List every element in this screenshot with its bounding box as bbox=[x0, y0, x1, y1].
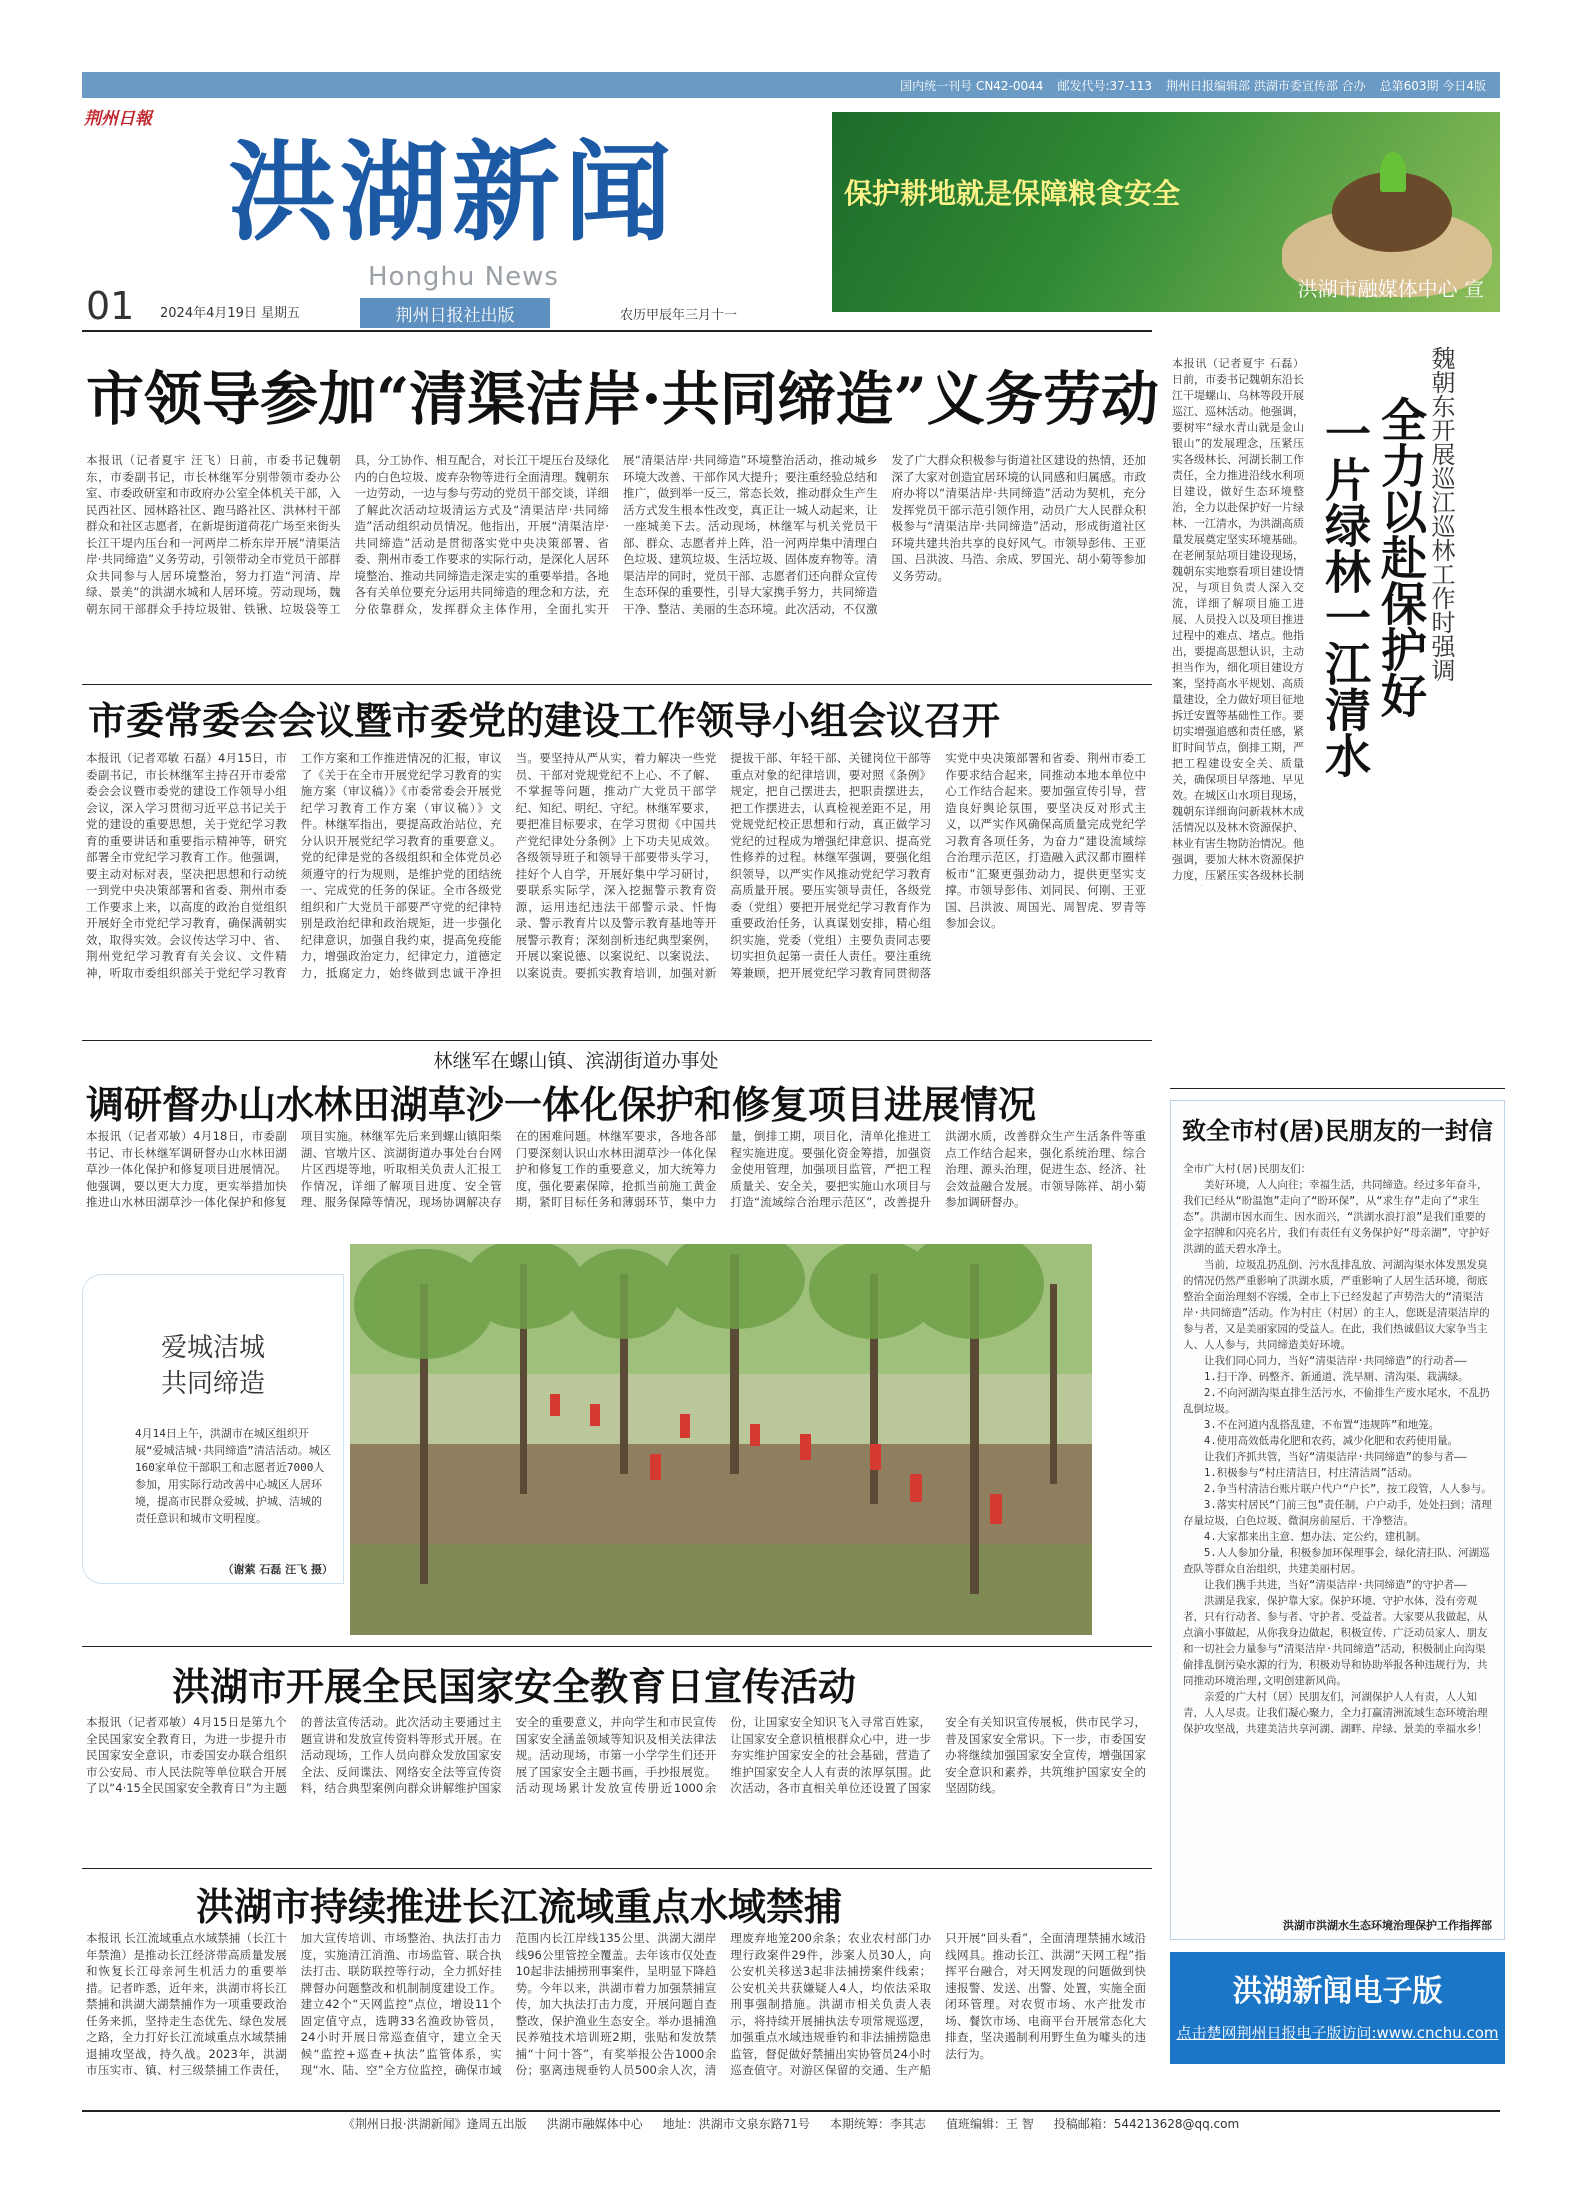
footer-email[interactable]: 投稿邮箱：544213628@qq.com bbox=[1053, 2116, 1240, 2131]
footer-editor: 本期统筹：李其志 bbox=[829, 2116, 926, 2131]
issue-date: 2024年4月19日 星期五 bbox=[160, 306, 301, 321]
lunar-date: 农历甲辰年三月十一 bbox=[620, 308, 738, 323]
photo-caption-card bbox=[82, 1274, 344, 1584]
sidebar-subtitle: 魏朝东开展巡江巡林工作时强调 bbox=[1427, 346, 1455, 682]
epaper-banner[interactable] bbox=[1170, 1952, 1505, 2064]
footer-address: 地址：洪湖市文泉东路71号 bbox=[662, 2116, 810, 2131]
open-letter-box bbox=[1170, 1100, 1505, 1940]
sidebar-text: 本报讯（记者夏宇 石磊）日前，市委书记魏朝东沿长江干堤螺山、乌林等段开展巡江、巡林活动。他强调，要树牢“绿水青山就是金山银山”的发展理念，压紧压实各级林长、河湖长制工作责任，全力推进沿线水利项目建设，做好生态环境整治，全力以赴保护好一片绿林、一江清水，为洪湖高质量发展奠定坚实环境基础。在老闸泵站项目建设现场，魏朝东实地察看项目建设情况，与项目负责人深入交流，详细了解项目施工进展、人员投入以及项目推进过程中的难点、堵点。他指出，要提高思想认识，主动担当作为，细化项目建设方案，坚持高水平规划、高质量建设，全力做好项目征地拆迁安置等基础性工作。要切实增强追感和责任感，紧盯时间节点，倒排工期，严把工程建设安全关、质量关，确保项目早落地、早见效。在城区山水项目现场，魏朝东详细询问新栽林木成活情况以及林木资源保护、林业有害生物防治情况。他强调，要加大林木资源保护力度，压紧压实各级林长制 bbox=[1172, 357, 1304, 882]
header-divider bbox=[82, 330, 1152, 332]
article1-body bbox=[86, 452, 1146, 678]
page-number: 01 bbox=[86, 284, 135, 328]
jingzhou-daily-logo: 荆州日報 bbox=[84, 109, 152, 129]
divider bbox=[82, 684, 1152, 685]
publisher-badge: 荆州日报社出版 bbox=[360, 298, 550, 328]
volunteers-cleaning-photo bbox=[350, 1244, 1092, 1635]
article3-kicker: 林继军在螺山镇、滨湖街道办事处 bbox=[433, 1050, 719, 1072]
ad-slogan: 保护耕地就是保障粮食安全 bbox=[844, 177, 1181, 210]
article4-headline: 洪湖市开展全民国家安全教育日宣传活动 bbox=[172, 1664, 857, 1709]
ad-organization: 洪湖市融媒体中心 宣 bbox=[1297, 277, 1484, 301]
footer-duty-editor: 值班编辑：王 智 bbox=[945, 2116, 1034, 2131]
issn: 国内统一刊号 CN42-0044 bbox=[900, 78, 1044, 93]
article1-text: 本报讯（记者夏宇 汪飞）日前，市委书记魏朝东，市委副书记，市长林继军分别带领市委办公室、市委政研室和市政府办公室全体机关干部，入民西社区、园林路社区、跑马路社区、洪林村干部群众和社区志愿者，在新堤街道荷花广场至来街头长江干堤内压台和一河两岸二桥东岸开展“清渠洁岸·共同缔造”义务劳动，引领带动全市党员干部群众共同参与人居环境整治，努力打造“河清、岸绿、景美”的洪湖水城和人居环境。劳动现场，魏朝东同干部群众手持垃圾钳、铁锹、垃圾袋等工具，分工协作、相互配合，对长江干堤压台及绿化内的白色垃圾、废弃杂物等进行全面清理。魏朝东一边劳动，一边与参与劳动的党员干部交谈，详细了解此次活动垃圾清运方式及“清渠洁岸·共同缔造”活动组织动员情况。他指出，开展“清渠洁岸·共同缔造”活动是贯彻落实党中央决策部署、省委、荆州市委工作要求的实际行动，是深化人居环境整治、推动共同缔造走深走实的重要举措。各地各有关单位要充分运用共同缔造的理念和方法，充分依靠群众，发挥群众主体作用，全面扎实开展“清渠洁岸·共同缔造”环境整治活动，推动城乡环境大改善、干部作风大提升；要注重经验总结和推广，做到举一反三，常态长效，推动群众生产生活方式发生根本性改变，真正让一城人动起来，让一座城美下去。活动现场，林继军与机关党员干部、群众、志愿者并上阵，沿一河两岸集中清理白色垃圾、建筑垃圾、生活垃圾、固体废弃物等。清渠洁岸的同时，党员干部、志愿者们还向群众宣传生态环保的重要性，引导大家携手努力，共同缔造干净、整洁、美丽的生态环境。此次活动，不仅激发了广大群众积极参与街道社区建设的热情，还加深了大家对创造宜居环境的认同感和归属感。市政府办将以“清渠洁岸·共同缔造”活动为契机，充分发挥党员干部示范引领作用，动员广大人民群众积极参与“清渠洁岸·共同缔造”活动，形成街道社区环境共建共治共享的良好风气。市领导彭伟、王亚国、吕洪波、马浩、余成、罗国光、胡小菊等参加义务劳动。 bbox=[86, 453, 1146, 616]
divider bbox=[1170, 1088, 1505, 1089]
article5-body: 本报讯 长江流域重点水域禁捕（长江十年禁渔）是推动长江经济带高质量发展和恢复长江母亲河生机活力的重要举措。记者昨悉，近年来，洪湖市将长江禁捕和洪湖大湖禁捕作为一项重要政治任务来抓，坚持走生态优先、绿色发展之路，全力打好长江流域重点水域禁捕退捕攻坚战，持久战。2023年，洪湖市压实市、镇、村三级禁捕工作责任，加大宣传培训、市场整治、执法打击力度，实施清江消渔、市场监管、联合执法打击、联防联控等行动，全力抓好挂牌督办问题整改和机制制度建设工作。建立42个“天网监控”点位，增设11个固定值守点，选聘33名渔政协管员，24小时开展日常巡查值守，建立全天候“监控+巡查+执法”监管体系，实现“水、陆、空”全方位监控，确保市域范围内长江岸线135公里、洪湖大湖岸线96公里管控全覆盖。去年该市仅处查10起非法捕捞刑事案件，呈明显下降趋势。今年以来，洪湖市着力加强禁捕宣传，加大执法打击力度，开展问题自查整改，保护渔业生态安全。举办退捕渔民养殖技术培训班2期，张贴和发放禁捕“十问十答”，有奖举报公告1000余份；驱离违规垂钓人员500余人次，清理废弃地笼200余条；农业农村部门办理行政案件29件，涉案人员30人，向公安机关移送3起非法捕捞案件线索；公安机关共获嫌疑人4人，均依法采取刑事强制措施。洪湖市相关负责人表示，将持续开展捕执法专项常规巡逻，加强重点水域违规垂钓和非法捕捞隐患监管，督促做好禁捕出实协管员24小时巡查值守。对游区保留的交通、生产船只开展“回头看”，全面清理禁捕水域沿线网具。推动长江、洪湖“天网工程”指挥平台融合，对天网发现的问题做到快速报警、发送、出警、处置，实施全面闭环管理。对农贸市场、水产批发市场、餐饮市场、电商平台开展常态化大排查，坚决遏制利用野生鱼为噱头的违法行为。 bbox=[86, 1931, 1146, 2077]
newspaper-title: 洪湖新闻 bbox=[228, 130, 677, 256]
article2-body: 本报讯（记者邓敏 石磊）4月15日，市委副书记，市长林继军主持召开市委常委会会议暨市委党的建设工作领导小组会议，深入学习贯彻习近平总书记关于党的建设的重要思想，关于党纪学习教育的重要讲话和重要指示精神等，研究部署全市党纪学习教育工作。他强调，要主动对标对表，坚决把思想和行动统一到党中央决策部署和省委、荆州市委工作要求上来，以高度的政治自觉组织开展好全市党纪学习教育，确保满朝实效，取得实效。会议传达学习中、省、荆州党纪学习教育有关会议、文件精神，听取市委组织部关于党纪学习教育工作方案和工作推进情况的汇报，审议了《关于在全市开展党纪学习教育的实施方案（审议稿）》《市委常委会开展党纪学习教育工作方案（审议稿）》文件。林继军指出，要提高政治站位，充分认识开展党纪学习教育的重要意义。党的纪律是党的各级组织和全体党员必须遵守的行为规则，是维护党的团结统一、完成党的任务的保证。全市各级党组织和广大党员干部要严守党的纪律特别是政治纪律和政治规矩，进一步强化纪律意识，加强自我约束，提高免疫能力，增强政治定力，纪律定力，道德定力，抵腐定力，始终做到忠诚干净担当。要坚持从严从实，着力解决一些党员、干部对党规党纪不上心、不了解、不掌握等问题，推动广大党员干部学纪、知纪、明纪、守纪。林继军要求，要把准目标要求，在学习贯彻《中国共产党纪律处分条例》上下功夫见成效。各级领导班子和领导干部要带头学习，挂好个人自学，开展好集中学习研讨，要联系实际学，深入挖掘警示教育资源，运用违纪违法干部警示录、忏悔录、警示教育片以及警示教育基地等开展警示教育；深刻剖析违纪典型案例，开展以案说德、以案说纪、以案说法、以案说责。要抓实教育培训，加强对新提拔干部、年轻干部、关键岗位干部等重点对象的纪律培训，要对照《条例》规定，把自己摆进去，把职责摆进去，把工作摆进去，认真检视差距不足，用党规党纪校正思想和行动，真正做学习党纪的过程成为增强纪律意识、提高党性修养的过程。林继军强调，要强化组织领导，以严实作风推动党纪学习教育高质量开展。要压实领导责任，各级党委（党组）要把开展党纪学习教育作为重要政治任务，认真谋划安排，精心组织实施，党委（党组）主要负责同志要切实担负起第一责任人责任。要注重统筹兼顾，把开展党纪学习教育同贯彻落实党中央决策部署和省委、荆州市委工作要求结合起来，同推动本地本单位中心工作结合起来。要加强宣传引导，营造良好舆论氛围，要坚决反对形式主义，以严实作风确保高质量完成党纪学习教育各项任务，为奋力“建设流域综合治理示范区，打造融入武汉都市圈样板市”汇聚更强劲动力，提供更坚实支撑。市领导彭伟、刘同民、何刚、王亚国、吕洪波、周国光、周智虎、罗青等参加会议。 bbox=[86, 751, 1146, 980]
letter-title: 致全市村(居)民朋友的一封信 bbox=[1182, 1116, 1493, 1145]
divider bbox=[82, 1646, 1152, 1647]
photo-credit: （谢萦 石磊 汪飞 摄） bbox=[222, 1563, 333, 1576]
divider bbox=[82, 1040, 1152, 1041]
sidebar-headline-1: 全力以赴保护好 bbox=[1374, 396, 1428, 718]
article3-headline: 调研督办山水林田湖草沙一体化保护和修复项目进展情况 bbox=[86, 1082, 1037, 1127]
farmland-ad-banner bbox=[832, 112, 1500, 312]
article1-headline: 市领导参加“清渠洁岸·共同缔造”义务劳动 bbox=[86, 365, 1159, 433]
park-scene-illustration bbox=[350, 1244, 1092, 1635]
letter-body: 全市广大村(居)民朋友们： 美好环境，人人向往；幸福生活，共同缔造。经过多年奋斗，我们已经从“盼温饱”走向了“盼环保”，从“求生存”走向了“求生态”。洪湖市因水而生、因水而兴，“洪湖水浪打浪”是我们重要的金字招牌和闪亮名片，我们有责任有义务保护好“母亲湖”，守护好洪湖的蓝天碧水净土。 当前，垃圾乱扔乱倒、污水乱排乱放、河湖沟渠水体发黑发臭的情况仍然严重影响了洪湖水质，严重影响了人居生活环境，彻底整治全面治理刻不容缓，全市上下已经发起了声势浩大的“清渠洁岸·共同缔造”活动。作为村庄（村居）的主人，您既是清渠洁岸的参与者，又是美丽家园的受益人。在此，我们热诚倡议大家争当主人、人人参与，共同缔造美好环境。 让我们同心同力，当好“清渠洁岸·共同缔造”的行动者—— 1.扫干净、码整齐、新通道、洗旱厕、清沟渠、栽满绿。 2.不向河湖沟渠直排生活污水，不偷排生产废水尾水，不乱扔乱倒垃圾。 3.不在河道内乱搭乱建，不布置“违规阵”和地笼。 4.使用高效低毒化肥和农药，减少化肥和农药使用量。 让我们齐抓共管，当好“清渠洁岸·共同缔造”的参与者—— 1.积极参与“村庄清洁日，村庄清洁周”活动。 2.争当村清洁台账片联户代户“户长”，按工段管，人人参与。 3.落实村居民“门前三包”责任制，户户动手，处处扫到；清理存量垃圾，白色垃圾、微洞房前屋后、干净整洁。 4.大家都来出主意、想办法、定公约，建机制。 5.人人参加分量，积极参加环保理事会，绿化清扫队、河湖巡查队等群众自治组织，共建美丽村居。 让我们携手共进，当好“清渠洁岸·共同缔造”的守护者—— 洪湖是我家，保护靠大家。保护环境、守护水体，没有旁观者，只有行动者、参与者、守护者、受益者。大家要从我做起，从点滴小事做起，从你我身边做起，积极宣传、广泛动员家人、朋友和一切社会力量参与“清渠洁岸·共同缔造”活动，积极制止向沟渠偷排乱倒污染水源的行为，积极劝导和协助举报各种违规行为，共同推动环境治理,文明创建新风尚。 亲爱的广大村（居）民朋友们，河湖保护人人有责，人人知青，人人尽责。让我们凝心聚力，全力打赢清洲流域生态环境治理保护攻坚战，共建美洁共享河湖、湖畔、岸绿、景美的幸福水乡！ bbox=[1183, 1163, 1492, 1735]
newspaper-title-en: Honghu News bbox=[368, 262, 559, 292]
postal-code: 邮发代号:37-113 bbox=[1057, 78, 1152, 93]
epaper-link[interactable]: 点击楚网荆州日报电子版访问:www.cnchu.com bbox=[1176, 2024, 1499, 2042]
article3-body: 本报讯（记者邓敏）4月18日，市委副书记、市长林继军调研督办山水林田湖草沙一体化保护和修复项目进展情况。他强调，要以更大力度，更实举措加快推进山水林田湖草沙一体化保护和修复项目实施。林继军先后来到螺山镇阳柴湖、官墩片区、滨湖街道办事处台台网片区西堤等地，听取相关负责人汇报工作情况，详细了解项目进度、安全管理、服务保障等情况，现场协调解决存在的困难问题。林继军要求，各地各部门要深刻认识山水林田湖草沙一体化保护和修复工作的重要意义，加大统筹力度，强化要素保障，抢抓当前施工黄金期，紧盯目标任务和薄弱环节，集中力量，倒排工期，项目化，清单化推进工程实施进度。要强化资金筹措，加强资金使用管理，加强项目监管，严把工程质量关、安全关，要把实施山水项目与打造“流域综合治理示范区”，改善提升洪湖水质，改善群众生产生活条件等重点工作结合起来，强化系统治理、综合治理、源头治理，促进生态、经济、社会效益融合发展。市领导陈祥、胡小菊参加调研督办。 bbox=[86, 1129, 1146, 1209]
masthead-info-bar bbox=[82, 72, 1500, 98]
letter-signature: 洪湖市洪湖水生态环境治理保护工作指挥部 bbox=[1283, 1919, 1492, 1932]
epaper-title: 洪湖新闻电子版 bbox=[1232, 1974, 1443, 2009]
footer-center: 洪湖市融媒体中心 bbox=[546, 2116, 643, 2131]
footer-name: 《荆州日报·洪湖新闻》逢周五出版 bbox=[342, 2116, 527, 2131]
sidebar-headline-2: 一片绿林一江清水 bbox=[1318, 410, 1372, 778]
caption-heading-1: 爱城洁城 bbox=[160, 1333, 265, 1363]
sidebar-body-top bbox=[1172, 356, 1304, 886]
publishers: 荆州日报编辑部 洪湖市委宣传部 合办 bbox=[1166, 78, 1366, 93]
article4-body: 本报讯（记者邓敏）4月15日是第九个全民国家安全教育日，为进一步提升市民国家安全意识，市委国安办联合组织市公安局、市人民法院等单位联合开展了以“4·15全民国家安全教育日”为主题的普法宣传活动。此次活动主要通过主题宣讲和发放宣传资料等形式开展。在活动现场，工作人员向群众发放国家安全法、反间谍法、网络安全法等宣传资料，结合典型案例向群众讲解维护国家安全的重要意义，并向学生和市民宣传国家安全涵盖领域等知识及相关法律法规。活动现场，市第一小学学生们还开展了国家安全主题书画，手抄报展览。活动现场累计发放宣传册近1000余份，让国家安全知识飞入寻常百姓家，让国家安全意识植根群众心中，进一步夯实维护国家安全的社会基础，营造了维护国家安全人人有责的浓厚氛围。此次活动，各市直相关单位还设置了国家安全有关知识宣传展板，供市民学习，普及国家安全常识。下一步，市委国安办将继续加强国家安全宣传，增强国家安全意识和素养，共筑维护国家安全的坚固防线。 bbox=[86, 1715, 1146, 1795]
caption-text: 4月14日上午，洪湖市在城区组织开展“爱城洁城·共同缔造”清洁活动。城区160家单位干部职工和志愿者近7000人参加，用实际行动改善中心城区人居环境，提高市民群众爱城、护城、洁城的责任意识和城市文明程度。 bbox=[135, 1427, 331, 1525]
footer bbox=[82, 2110, 1500, 2134]
sprout-icon bbox=[1380, 152, 1406, 192]
divider bbox=[82, 1868, 1152, 1869]
article5-headline: 洪湖市持续推进长江流域重点水域禁捕 bbox=[196, 1884, 843, 1929]
caption-heading-2: 共同缔造 bbox=[160, 1369, 265, 1399]
article2-headline: 市委常委会会议暨市委党的建设工作领导小组会议召开 bbox=[88, 698, 1001, 743]
issue-number: 总第603期 今日4版 bbox=[1379, 78, 1486, 93]
